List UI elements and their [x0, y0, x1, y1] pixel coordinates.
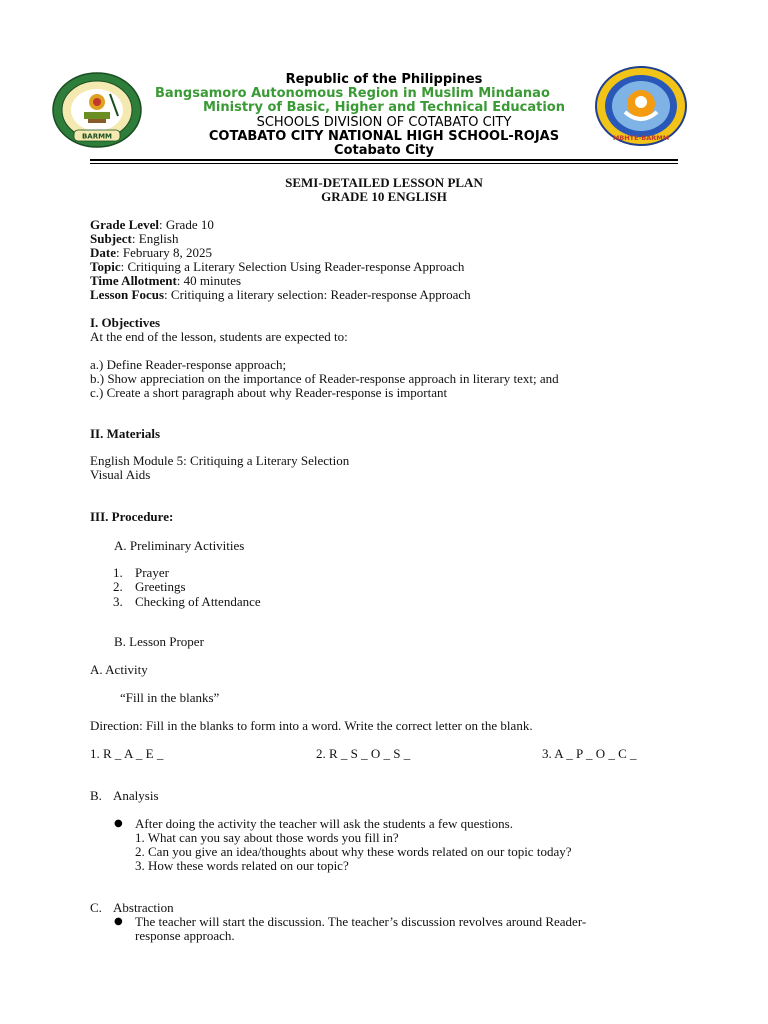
analysis-heading: Analysis — [113, 788, 159, 803]
header-region: Bangsamoro Autonomous Region in Muslim Mindanao — [155, 86, 550, 101]
material-item: English Module 5: Critiquing a Literary Selection — [90, 453, 350, 468]
abstraction-text: response approach. — [135, 928, 235, 943]
blank-word-3: 3. A _ P _ O _ C _ — [542, 746, 637, 761]
bullet-icon: ● — [114, 818, 123, 829]
blank-word-2: 2. R _ S _ O _ S _ — [316, 746, 411, 761]
prelim-item-number: 1. — [113, 565, 123, 580]
objectives-intro: At the end of the lesson, students are expected to: — [90, 329, 348, 344]
prelim-item-number: 3. — [113, 594, 123, 609]
info-subject: Subject: English — [90, 231, 179, 246]
analysis-question: 1. What can you say about those words you fill in? — [135, 830, 399, 845]
abstraction-text: The teacher will start the discussion. The teacher’s discussion revolves around Reader- — [135, 914, 587, 929]
prelim-item-text: Greetings — [135, 579, 186, 594]
plan-subtitle: GRADE 10 ENGLISH — [321, 189, 447, 204]
blank-word-1: 1. R _ A _ E _ — [90, 746, 164, 761]
header-ministry: Ministry of Basic, Higher and Technical Education — [202, 100, 565, 115]
info-lesson-focus: Lesson Focus: Critiquing a literary selection: Reader-response Approach — [90, 287, 471, 302]
analysis-question: 3. How these words related on our topic? — [135, 858, 349, 873]
header-rule-top — [90, 159, 678, 161]
header-division: SCHOOLS DIVISION OF COTABATO CITY — [256, 115, 512, 130]
plan-title: SEMI-DETAILED LESSON PLAN — [285, 175, 483, 190]
activity-title: “Fill in the blanks” — [120, 690, 220, 705]
material-item: Visual Aids — [90, 467, 151, 482]
analysis-bullet: After doing the activity the teacher will ask the students a few questions. — [135, 816, 513, 831]
analysis-label: B. — [90, 788, 102, 803]
header-republic: Republic of the Philippines — [285, 72, 483, 87]
header-rule-bottom — [90, 163, 678, 164]
activity-direction: Direction: Fill in the blanks to form into a word. Write the correct letter on the blank. — [90, 718, 533, 733]
prelim-item-text: Checking of Attendance — [135, 594, 261, 609]
bullet-icon: ● — [114, 916, 123, 927]
preliminary-activities: A. Preliminary Activities — [114, 538, 245, 553]
right-seal-bottom-text: MBHTE-BARMM — [612, 134, 670, 142]
prelim-item-number: 2. — [113, 579, 123, 594]
lesson-proper: B. Lesson Proper — [114, 634, 204, 649]
materials-heading: II. Materials — [90, 426, 161, 441]
procedure-heading: III. Procedure: — [90, 509, 174, 524]
header-city: Cotabato City — [334, 143, 434, 158]
info-grade-level: Grade Level: Grade 10 — [90, 217, 214, 232]
objective-item: b.) Show appreciation on the importance of Reader-response approach in literary text; and — [90, 371, 559, 386]
info-date: Date: February 8, 2025 — [90, 245, 213, 260]
prelim-item-text: Prayer — [135, 565, 169, 580]
activity-heading: A. Activity — [90, 662, 148, 677]
abstraction-label: C. — [90, 900, 102, 915]
objective-item: a.) Define Reader-response approach; — [90, 357, 287, 372]
analysis-question: 2. Can you give an idea/thoughts about why these words related on our topic today? — [135, 844, 572, 859]
info-topic: Topic: Critiquing a Literary Selection Using Reader-response Approach — [90, 259, 465, 274]
info-time-allotment: Time Allotment: 40 minutes — [90, 273, 242, 288]
header-school: COTABATO CITY NATIONAL HIGH SCHOOL-ROJAS — [208, 129, 560, 144]
abstraction-heading: Abstraction — [113, 900, 174, 915]
objectives-heading: I. Objectives — [90, 315, 161, 330]
left-seal-bottom-text: BARMM — [81, 132, 113, 141]
objective-item: c.) Create a short paragraph about why Reader-response is important — [90, 385, 448, 400]
